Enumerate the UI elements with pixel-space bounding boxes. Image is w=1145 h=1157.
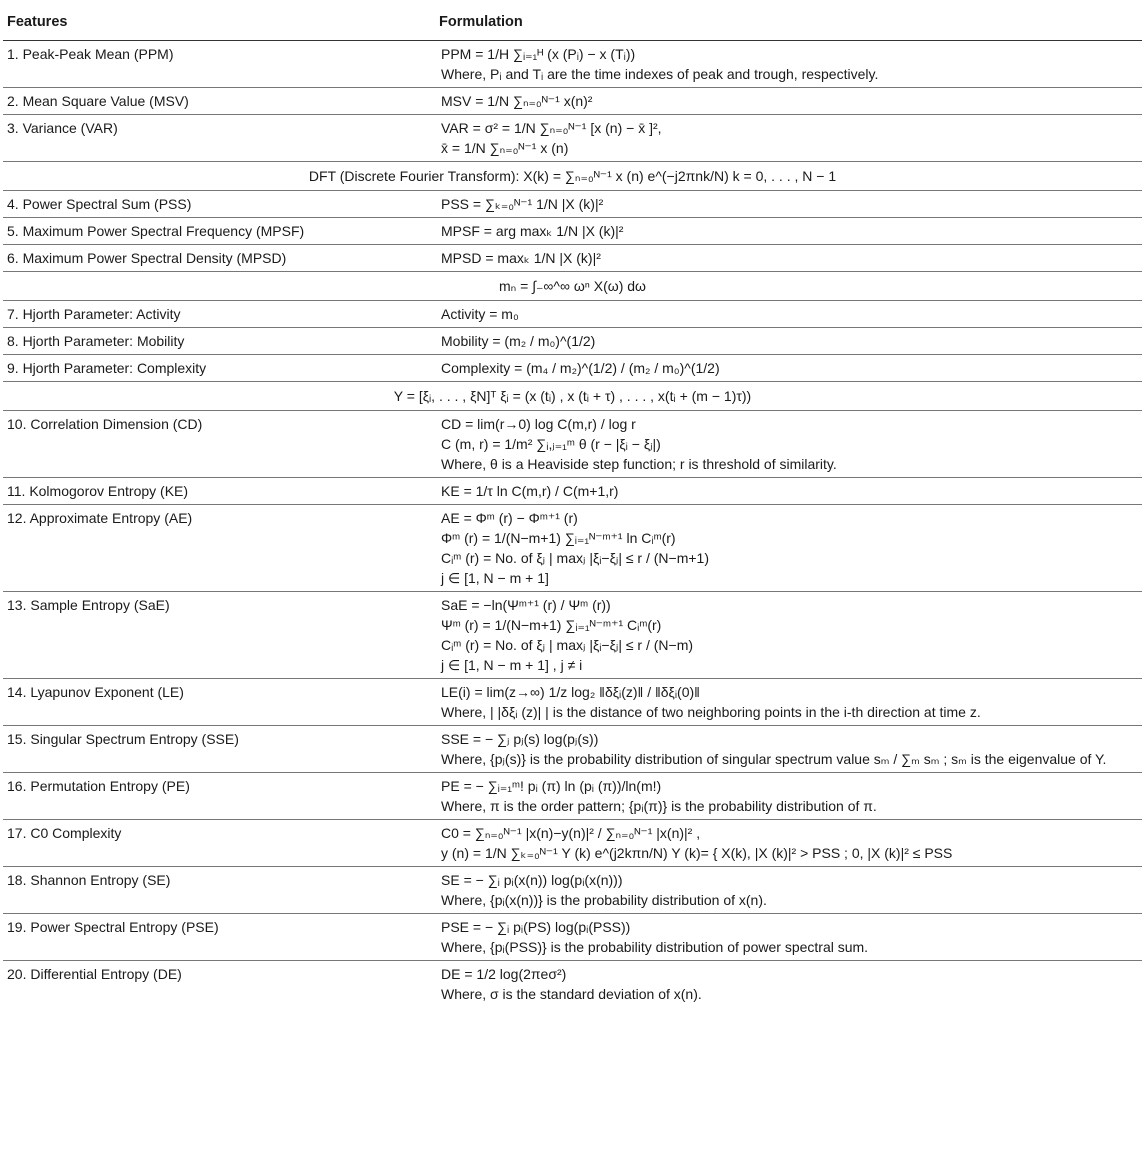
formula-line: SaE = −ln(Ψᵐ⁺¹ (r) / Ψᵐ (r))	[441, 597, 611, 613]
formulation-cell	[431, 679, 1142, 726]
feature-name: 1. Peak-Peak Mean (PPM)	[7, 46, 174, 62]
formula-line: Cᵢᵐ (r) = No. of ξⱼ | maxⱼ |ξᵢ−ξⱼ| ≤ r / (N−m)	[441, 637, 694, 653]
formula-line: Where, {pⱼ(s)} is the probability distribution of singular spectrum value sₘ / ∑ₘ sₘ ; sₘ is the eigenvalue of Y.	[441, 751, 1107, 767]
feature-name: 19. Power Spectral Entropy (PSE)	[7, 919, 219, 935]
formula-line: Where, θ is a Heaviside step function; r is threshold of similarity.	[441, 456, 837, 472]
feature-name: 3. Variance (VAR)	[7, 120, 118, 136]
formula-line: MSV = 1/N ∑ₙ₌₀ᴺ⁻¹ x(n)²	[441, 93, 593, 109]
formula-line: CD = lim(r→0) log C(m,r) / log r	[441, 416, 636, 432]
formula-line: SE = − ∑ᵢ pᵢ(x(n)) log(pᵢ(x(n)))	[441, 872, 623, 888]
feature-name: 17. C0 Complexity	[7, 825, 122, 841]
formula-line: PSE = − ∑ᵢ pᵢ(PS) log(pᵢ(PSS))	[441, 919, 631, 935]
feature-name: 6. Maximum Power Spectral Density (MPSD)	[7, 250, 287, 266]
formula-line: PSS = ∑ₖ₌₀ᴺ⁻¹ 1/N |X (k)|²	[441, 196, 604, 212]
formulation-cell	[431, 218, 1142, 245]
formulation-cell	[431, 355, 1142, 382]
feature-name: 7. Hjorth Parameter: Activity	[7, 306, 181, 322]
formula-line: PE = − ∑ᵢ₌₁ᵐ! pᵢ (π) ln (pᵢ (π))/ln(m!)	[441, 778, 662, 794]
formula-line: Where, π is the order pattern; {pᵢ(π)} is the probability distribution of π.	[441, 798, 877, 814]
formula-line: j ∈ [1, N − m + 1]	[441, 570, 549, 586]
formula-line: Complexity = (m₄ / m₂)^(1/2) / (m₂ / m₀)^(1/2)	[441, 360, 720, 376]
feature-name: 12. Approximate Entropy (AE)	[7, 510, 193, 526]
formula-line: Ψᵐ (r) = 1/(N−m+1) ∑ᵢ₌₁ᴺ⁻ᵐ⁺¹ Cᵢᵐ(r)	[441, 617, 662, 633]
formula-line: Φᵐ (r) = 1/(N−m+1) ∑ᵢ₌₁ᴺ⁻ᵐ⁺¹ ln Cᵢᵐ(r)	[441, 530, 676, 546]
table-row-span	[3, 272, 1142, 301]
table-row	[3, 301, 1142, 328]
table-row	[3, 726, 1142, 773]
feature-name: 8. Hjorth Parameter: Mobility	[7, 333, 185, 349]
feature-name: 11. Kolmogorov Entropy (KE)	[7, 483, 189, 499]
formulation-cell	[431, 115, 1142, 162]
formula-line: Mobility = (m₂ / m₀)^(1/2)	[441, 333, 596, 349]
table-row	[3, 820, 1142, 867]
feature-name: 5. Maximum Power Spectral Frequency (MPSF)	[7, 223, 305, 239]
feature-name: 13. Sample Entropy (SaE)	[7, 597, 170, 613]
feature-name: 10. Correlation Dimension (CD)	[7, 416, 203, 432]
table-row	[3, 218, 1142, 245]
formulation-cell	[431, 726, 1142, 773]
formula-line: Activity = m₀	[441, 306, 519, 322]
formulation-cell	[431, 411, 1142, 478]
table-row-span	[3, 382, 1142, 411]
formulation-cell	[431, 301, 1142, 328]
formula-line: LE(i) = lim(z→∞) 1/z log₂ ‖δξᵢ(z)‖ / ‖δξᵢ(0)‖	[441, 684, 700, 700]
formula-line: Where, {pᵢ(PSS)} is the probability distribution of power spectral sum.	[441, 939, 869, 955]
moment-definition: mₙ = ∫₋∞^∞ ωⁿ X(ω) dω	[499, 278, 646, 294]
table-row	[3, 505, 1142, 592]
header-row	[3, 0, 1142, 41]
formula-line: j ∈ [1, N − m + 1] , j ≠ i	[441, 657, 583, 673]
table-row	[3, 191, 1142, 218]
feature-name: 15. Singular Spectrum Entropy (SSE)	[7, 731, 239, 747]
formulation-cell	[431, 773, 1142, 820]
formula-line: SSE = − ∑ⱼ pⱼ(s) log(pⱼ(s))	[441, 731, 599, 747]
formula-line: KE = 1/τ ln C(m,r) / C(m+1,r)	[441, 483, 619, 499]
formulation-cell	[431, 961, 1142, 1008]
feature-name: 4. Power Spectral Sum (PSS)	[7, 196, 192, 212]
feature-name: 2. Mean Square Value (MSV)	[7, 93, 189, 109]
formula-line: C (m, r) = 1/m² ∑ᵢ,ⱼ₌₁ᵐ θ (r − |ξᵢ − ξⱼ|)	[441, 436, 661, 452]
table-row	[3, 961, 1142, 1008]
formulation-cell	[431, 245, 1142, 272]
table-row	[3, 592, 1142, 679]
feature-name: 9. Hjorth Parameter: Complexity	[7, 360, 207, 376]
table-row	[3, 355, 1142, 382]
table-row	[3, 773, 1142, 820]
header-formulation: Formulation	[431, 0, 1142, 41]
table-row	[3, 245, 1142, 272]
embedding-definition: Y = [ξᵢ, . . . , ξN]ᵀ ξᵢ = (x (tᵢ) , x (tᵢ + τ) , . . . , x(tᵢ + (m − 1)τ))	[393, 388, 752, 404]
formulation-cell	[431, 88, 1142, 115]
formulation-cell	[431, 191, 1142, 218]
formulation-cell	[431, 820, 1142, 867]
formulation-cell	[431, 914, 1142, 961]
formula-line: Where, Pᵢ and Tᵢ are the time indexes of peak and trough, respectively.	[441, 66, 879, 82]
formulation-cell	[431, 328, 1142, 355]
formula-line: Where, σ is the standard deviation of x(n).	[441, 986, 702, 1002]
table-row	[3, 411, 1142, 478]
table-row	[3, 41, 1142, 88]
table-row	[3, 328, 1142, 355]
formula-line: VAR = σ² = 1/N ∑ₙ₌₀ᴺ⁻¹ [x (n) − x̄ ]²,	[441, 120, 662, 136]
formula-line: MPSD = maxₖ 1/N |X (k)|²	[441, 250, 601, 266]
feature-name: 14. Lyapunov Exponent (LE)	[7, 684, 184, 700]
formula-line: PPM = 1/H ∑ᵢ₌₁ᴴ (x (Pᵢ) − x (Tᵢ))	[441, 46, 636, 62]
table-row	[3, 679, 1142, 726]
formula-line: DE = 1/2 log(2πeσ²)	[441, 966, 567, 982]
table-row	[3, 867, 1142, 914]
formula-line: x̄ = 1/N ∑ₙ₌₀ᴺ⁻¹ x (n)	[441, 140, 569, 156]
header-features: Features	[3, 0, 431, 41]
feature-name: 20. Differential Entropy (DE)	[7, 966, 182, 982]
feature-name: 16. Permutation Entropy (PE)	[7, 778, 190, 794]
table-row	[3, 478, 1142, 505]
formulation-cell	[431, 867, 1142, 914]
table-row	[3, 88, 1142, 115]
dft-definition: DFT (Discrete Fourier Transform): X(k) = ∑ₙ₌₀ᴺ⁻¹ x (n) e^(−j2πnk/N) k = 0, . . . , N − 1	[308, 168, 837, 184]
formula-line: Where, | |δξᵢ (z)| | is the distance of two neighboring points in the i-th direction at time z.	[441, 704, 981, 720]
formulation-cell	[431, 478, 1142, 505]
formula-line: Cᵢᵐ (r) = No. of ξⱼ | maxⱼ |ξᵢ−ξⱼ| ≤ r / (N−m+1)	[441, 550, 709, 566]
formulation-cell	[431, 505, 1142, 592]
formula-line: MPSF = arg maxₖ 1/N |X (k)|²	[441, 223, 624, 239]
table-row-span	[3, 162, 1142, 191]
formula-line: AE = Φᵐ (r) − Φᵐ⁺¹ (r)	[441, 510, 578, 526]
formula-line: Where, {pᵢ(x(n))} is the probability distribution of x(n).	[441, 892, 767, 908]
features-table	[3, 0, 1142, 1007]
formulation-cell	[431, 592, 1142, 679]
table-row	[3, 115, 1142, 162]
formulation-cell	[431, 41, 1142, 88]
formula-line: y (n) = 1/N ∑ₖ₌₀ᴺ⁻¹ Y (k) e^(j2kπn/N) Y (k)= { X(k), |X (k)|² > PSS ; 0, |X (k)|² ≤ PSS	[441, 845, 953, 861]
table-body	[3, 41, 1142, 1008]
formula-line: C0 = ∑ₙ₌₀ᴺ⁻¹ |x(n)−y(n)|² / ∑ₙ₌₀ᴺ⁻¹ |x(n)|² ,	[441, 825, 701, 841]
feature-name: 18. Shannon Entropy (SE)	[7, 872, 171, 888]
table-row	[3, 914, 1142, 961]
